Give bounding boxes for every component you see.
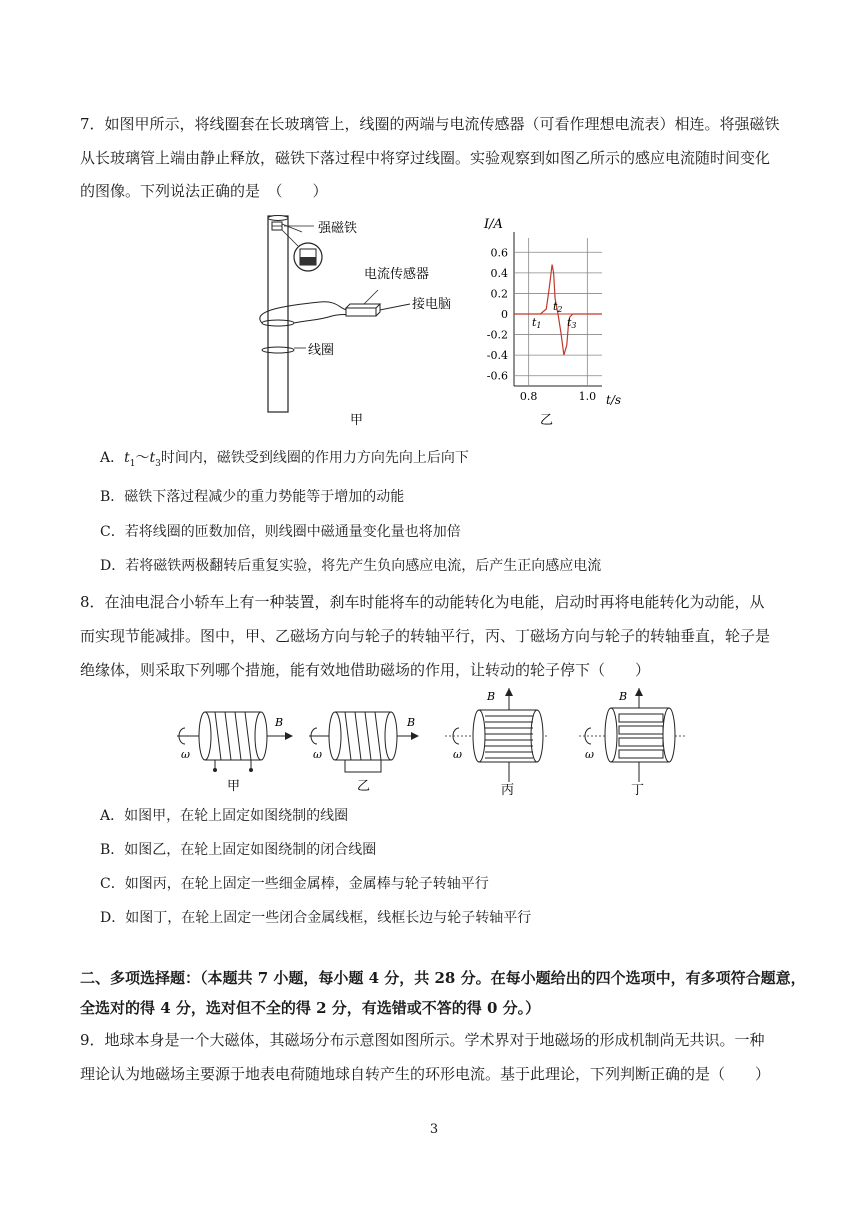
svg-text:乙: 乙 [357, 779, 371, 794]
q8-line1: 8．在油电混合小轿车上有一种装置，刹车时能将车的动能转化为电能，启动时再将电能转化为动能，从 [80, 593, 765, 611]
svg-text:B: B [619, 690, 628, 703]
q9-line1: 9．地球本身是一个大磁体，其磁场分布示意图如图所示。学术界对于地磁场的形成机制尚无共识。一种 [80, 1031, 765, 1049]
q7-line3: 的图像。下列说法正确的是 （ ） [80, 182, 328, 200]
x-tick-label: 0.8 [519, 390, 538, 403]
figure-yi-chart [470, 212, 630, 428]
q8-option-c[interactable]: C．如图丙，在轮上固定一些细金属棒，金属棒与轮子转轴平行 [100, 876, 489, 892]
tube-top [268, 216, 288, 221]
page-number: 3 [429, 1122, 439, 1137]
x-tick-label: 1.0 [578, 390, 597, 403]
annotation-t3: t3 [567, 316, 577, 330]
q7-option-d[interactable]: D．若将磁铁两极翻转后重复实验，将先产生负向感应电流，后产生正向感应电流 [100, 558, 602, 574]
q7-option-a[interactable]: A．$t_1\sim t_3$时间内，磁铁受到线圈的作用力方向先向上后向下 [100, 450, 469, 469]
svg-text:丁: 丁 [631, 783, 645, 798]
caption-jia: 甲 [350, 413, 364, 428]
section2-heading-line1: 二、多项选择题：（本题共 7 小题，每小题 4 分，共 28 分。在每小题给出的四个选项中，有多项符合题意， [80, 969, 806, 987]
label-computer: 接电脑 [412, 297, 452, 312]
q8-option-b[interactable]: B．如图乙，在轮上固定如图绕制的闭合线圈 [100, 842, 377, 858]
section2-heading-line2: 全选对的得 4 分，选对但不全的得 2 分，有选错或不答的得 0 分。） [80, 999, 541, 1017]
svg-text:ω: ω [453, 748, 462, 761]
annotation-t2: t2 [553, 300, 563, 314]
q8-line3: 绝缘体，则采取下列哪个措施，能有效地借助磁场的作用，让转动的轮子停下（ ） [80, 661, 651, 679]
label-coil: 线圈 [308, 343, 335, 358]
q7-option-b[interactable]: B．磁铁下落过程减少的重力势能等于增加的动能 [100, 489, 405, 505]
annotation-t1: t1 [532, 316, 542, 330]
wheel-ding [579, 688, 687, 798]
y-tick-label: 0.4 [490, 266, 508, 280]
svg-text:ω: ω [181, 748, 190, 761]
svg-text:B: B [275, 716, 284, 729]
chart-ylabel: I/A [484, 217, 503, 232]
caption-yi: 乙 [540, 413, 554, 428]
y-tick-label: -0.2 [486, 328, 508, 342]
y-tick-label: -0.6 [486, 369, 508, 383]
svg-text:甲: 甲 [227, 779, 241, 794]
q7-option-c[interactable]: C．若将线圈的匝数加倍，则线圈中磁通量变化量也将加倍 [100, 524, 461, 540]
label-magnet: 强磁铁 [318, 221, 358, 236]
q8-line2: 而实现节能减排。图中，甲、乙磁场方向与轮子的转轴平行，丙、丁磁场方向与轮子的转轴垂直，轮子是 [80, 627, 771, 645]
y-tick-label: 0.2 [490, 287, 508, 301]
y-tick-label: 0.6 [490, 246, 508, 260]
svg-text:B: B [407, 716, 416, 729]
wheel-jia [177, 712, 293, 794]
sensor-box [346, 304, 380, 308]
q8-option-a[interactable]: A．如图甲，在轮上固定如图绕制的线圈 [100, 808, 349, 824]
q9-line2: 理论认为地磁场主要源于地表电荷随地球自转产生的环形电流。基于此理论，下列判断正确的是（ ） [80, 1065, 771, 1083]
svg-text:丙: 丙 [501, 783, 515, 798]
y-tick-label: 0 [501, 308, 508, 321]
q7-line1: 7．如图甲所示，将线圈套在长玻璃管上，线圈的两端与电流传感器（可看作理想电流表）相连。将强磁铁 [80, 115, 780, 133]
q7-line2: 从长玻璃管上端由静止释放，磁铁下落过程中将穿过线圈。实验观察到如图乙所示的感应电流随时间变化 [80, 149, 771, 167]
q8-option-d[interactable]: D．如图丁，在轮上固定一些闭合金属线框，线框长边与轮子转轴平行 [100, 910, 532, 926]
label-sensor: 电流传感器 [364, 267, 430, 282]
wheel-bing [445, 688, 547, 798]
wheel-yi [309, 712, 419, 794]
svg-text:B: B [487, 690, 496, 703]
chart-xlabel: t/s [606, 393, 622, 407]
svg-text:ω: ω [313, 748, 322, 761]
figure-q8-wheels [175, 686, 705, 798]
svg-text:ω: ω [585, 748, 594, 761]
glass-tube [268, 216, 288, 412]
y-tick-label: -0.4 [486, 349, 508, 363]
figure-jia [240, 210, 480, 430]
